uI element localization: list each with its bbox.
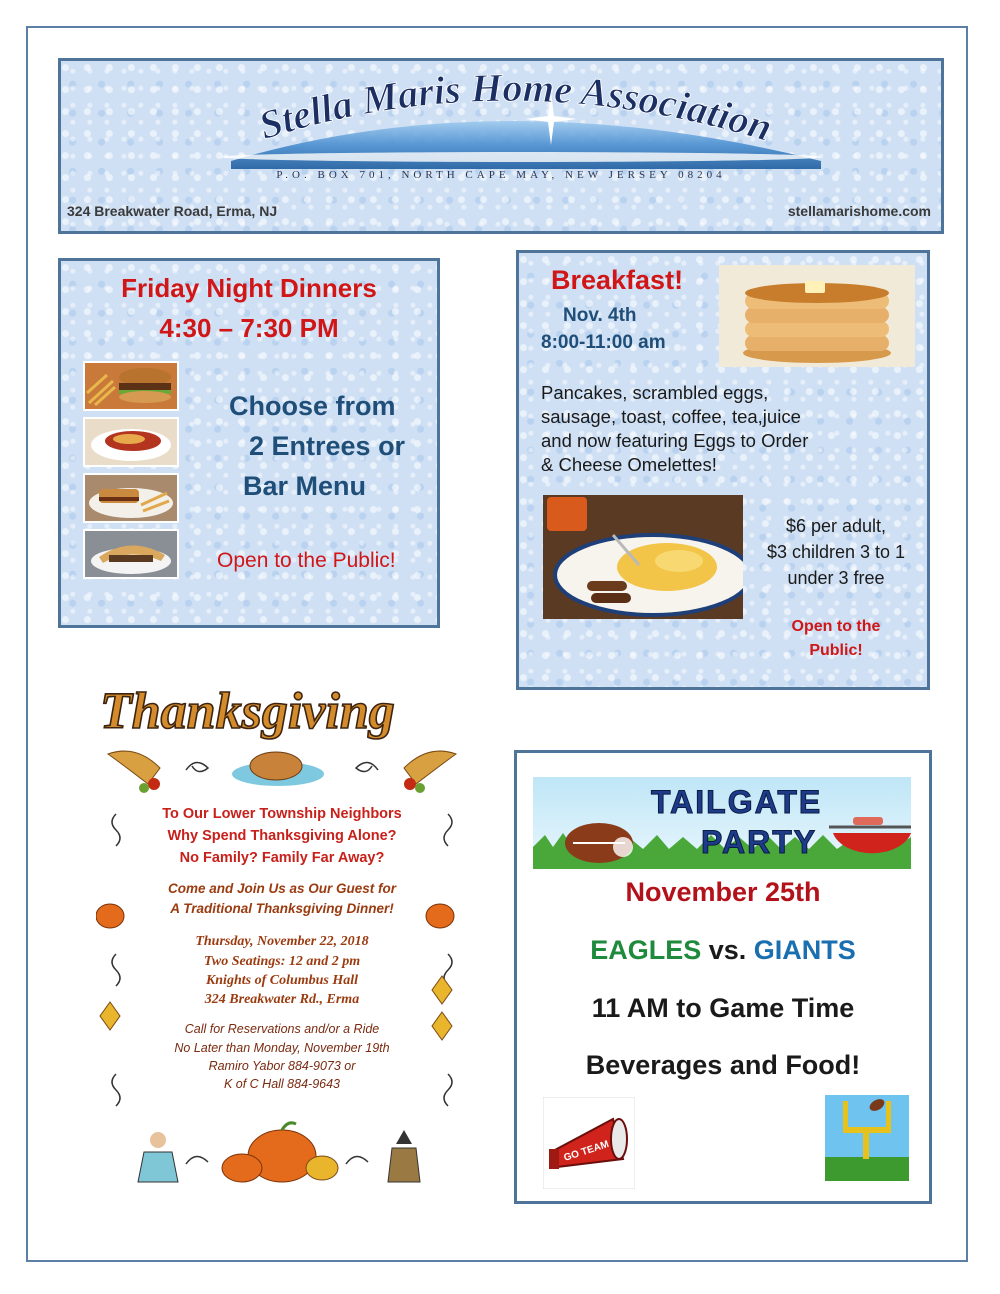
tg-event-line: 324 Breakwater Rd., Erma [204,992,360,1007]
tailgate-food: Beverages and Food! [585,1050,861,1080]
sandwich-photo [83,473,179,523]
street-address: 324 Breakwater Road, Erma, NJ [67,203,278,219]
tg-call-line: Call for Reservations and/or a Ride [184,1022,380,1036]
breakfast-desc-line: and now featuring Eggs to Order [541,430,809,451]
breakfast-desc-line: sausage, toast, coffee, tea,juice [541,406,801,427]
breakfast-box [516,250,930,690]
cheesesteak-photo [83,529,179,579]
tg-invite-line: Come and Join Us as Our Guest for [167,881,397,896]
tailgate-box [514,750,932,1204]
tg-call-line: Ramiro Yabor 884-9073 or [208,1059,356,1073]
tailgate-date: November 25th [625,877,821,907]
org-name: Stella Maris Home Association [253,64,778,150]
breakfast-desc-line: & Cheese Omelettes! [541,454,717,475]
tg-red-line: To Our Lower Township Neighbors [162,806,402,822]
choose-line-1: Choose from [229,391,396,421]
burger-photo [83,361,179,411]
choose-line-2: 2 Entrees or [249,431,406,461]
vs-label: vs. [701,935,754,965]
team-giants: GIANTS [753,935,856,965]
breakfast-title: Breakfast! [551,265,684,295]
tg-invite-line: A Traditional Thanksgiving Dinner! [170,901,394,916]
open-line: Open to the [791,618,881,635]
tg-event-line: Two Seatings: 12 and 2 pm [203,954,361,969]
matchup [517,935,929,966]
breakfast-desc-line: Pancakes, scrambled eggs, [541,382,769,403]
banner-party: PARTY [701,824,818,860]
choose-line-3: Bar Menu [243,471,367,501]
team-eagles: EAGLES [590,935,702,965]
tg-event-line: Thursday, November 22, 2018 [195,934,369,949]
tailgate-time: 11 AM to Game Time [591,993,855,1023]
megaphone-text: GO TEAM [562,1138,611,1164]
pancakes-photo [719,265,915,367]
thanksgiving-title-art [96,672,468,742]
tg-call-line: K of C Hall 884-9643 [223,1077,341,1091]
breakfast-price [747,513,925,591]
goalpost-icon [825,1095,909,1181]
website[interactable]: stellamarishome.com [787,203,931,219]
open-line: Public! [809,642,863,659]
friday-title: Friday Night Dinners [121,273,377,303]
breakfast-description [541,381,901,477]
banner-tailgate: TAILGATE [651,784,823,820]
breakfast-time: 8:00-11:00 am [541,332,666,353]
tg-red-line: Why Spend Thanksgiving Alone? [167,828,397,844]
breakfast-open-public [781,615,891,663]
omelette-photo [543,495,743,619]
org-logo [121,61,881,181]
price-line: under 3 free [787,568,885,588]
price-line: $6 per adult, [785,516,887,536]
po-box: P.O. BOX 701, NORTH CAPE MAY, NEW JERSEY 08204 [276,169,726,181]
tg-event-line: Knights of Columbus Hall [205,973,359,988]
tailgate-banner [533,777,911,869]
price-line: $3 children 3 to 1 [766,542,906,562]
header-banner [58,58,944,234]
tg-call-line: No Later than Monday, November 19th [174,1041,390,1055]
thanksgiving-title: Thanksgiving [100,683,395,740]
friday-open-public: Open to the Public! [217,549,396,572]
chicken-parm-photo [83,417,179,467]
megaphone-icon [543,1097,635,1189]
thanksgiving-flyer [96,672,468,1182]
friday-dinners-box [58,258,440,628]
breakfast-date: Nov. 4th [563,305,637,326]
friday-time: 4:30 – 7:30 PM [159,313,339,343]
tg-red-line: No Family? Family Far Away? [179,850,385,866]
